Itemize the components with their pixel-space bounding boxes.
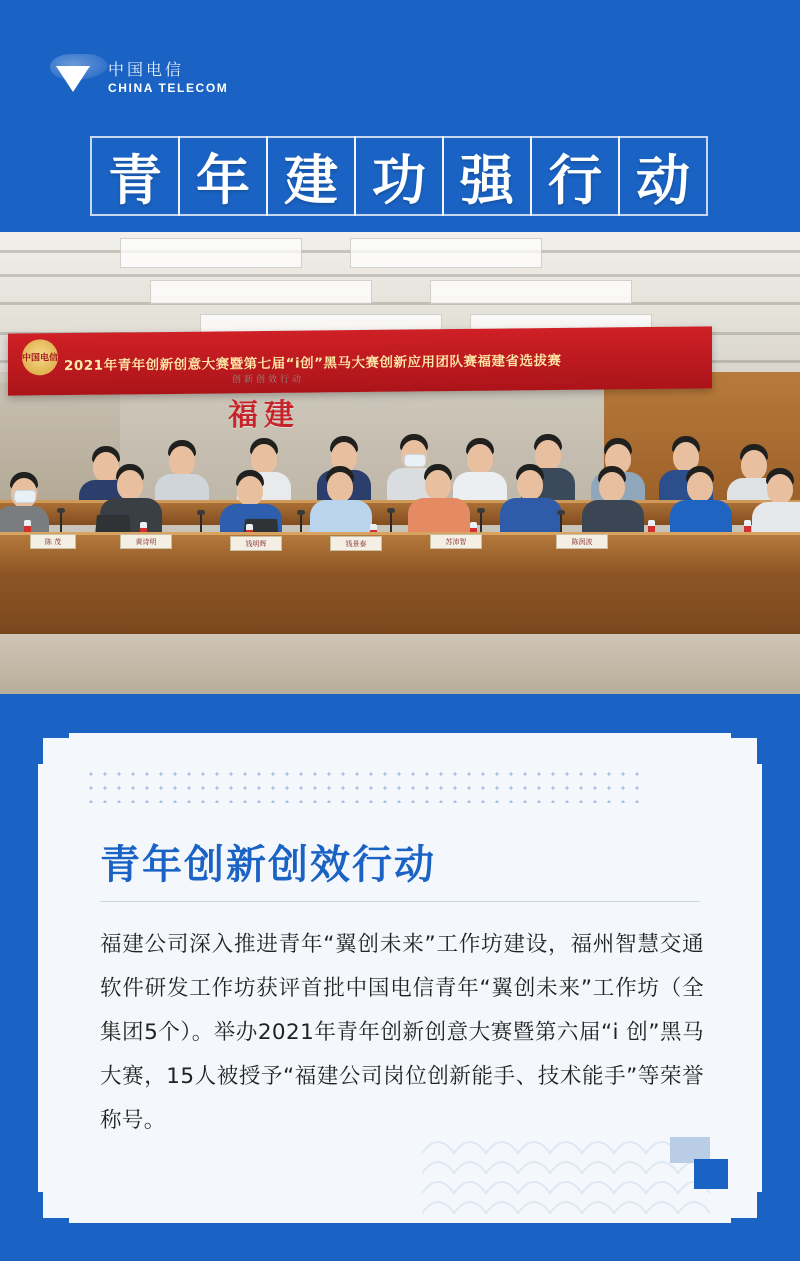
nameplate: 苏沛智 bbox=[430, 534, 482, 549]
logo-chinese-text: 中国电信 bbox=[108, 62, 185, 79]
card-title: 青年创新创效行动 bbox=[100, 842, 436, 888]
china-telecom-v-logo-icon bbox=[52, 54, 96, 104]
page-title bbox=[0, 136, 800, 216]
title-char: 年 bbox=[178, 136, 268, 216]
title-char: 动 bbox=[618, 136, 708, 216]
photo-floor bbox=[0, 634, 800, 694]
nameplate: 钱景泰 bbox=[330, 536, 382, 551]
china-telecom-logo bbox=[52, 54, 228, 104]
card-corner-bottom-left bbox=[38, 1192, 69, 1223]
brand-header bbox=[0, 0, 800, 232]
card-corner-top-right bbox=[731, 733, 762, 764]
conference-photo bbox=[0, 232, 800, 694]
dot-pattern-decoration bbox=[84, 767, 644, 803]
nameplate: 黄诗明 bbox=[120, 534, 172, 549]
square-decoration-dark bbox=[694, 1159, 728, 1189]
province-label: 福建 bbox=[228, 398, 300, 433]
event-banner bbox=[8, 326, 712, 395]
nameplate: 陈 茂 bbox=[30, 534, 76, 549]
card-corner-top-left bbox=[38, 733, 69, 764]
banner-logo-icon: 中国电信 bbox=[22, 339, 58, 375]
banner-subtitle: 创新创效行动 bbox=[232, 374, 305, 384]
title-char: 青 bbox=[90, 136, 180, 216]
footer-strip bbox=[0, 1223, 800, 1261]
nameplate: 钱明辉 bbox=[230, 536, 282, 551]
title-char: 功 bbox=[354, 136, 444, 216]
nameplate: 陈润波 bbox=[556, 534, 608, 549]
banner-title: 2021年青年创新创意大赛暨第七届“i创”黑马大赛创新应用团队赛福建省选拔赛 bbox=[64, 352, 562, 375]
content-card bbox=[38, 733, 762, 1223]
title-char: 强 bbox=[442, 136, 532, 216]
logo-english-text: CHINA TELECOM bbox=[108, 81, 229, 95]
title-char: 行 bbox=[530, 136, 620, 216]
title-char: 建 bbox=[266, 136, 356, 216]
card-divider bbox=[100, 901, 700, 902]
card-paragraph: 福建公司深入推进青年“翼创未来”工作坊建设，福州智慧交通软件研发工作坊获评首批中国电信青年“翼创未来”工作坊（全集团5个）。举办2021年青年创新创意大赛暨第六届“i 创”黑马大赛，15人被授予“福建公司岗位创新能手、技术能手”等荣誉称号。 bbox=[100, 932, 704, 1133]
